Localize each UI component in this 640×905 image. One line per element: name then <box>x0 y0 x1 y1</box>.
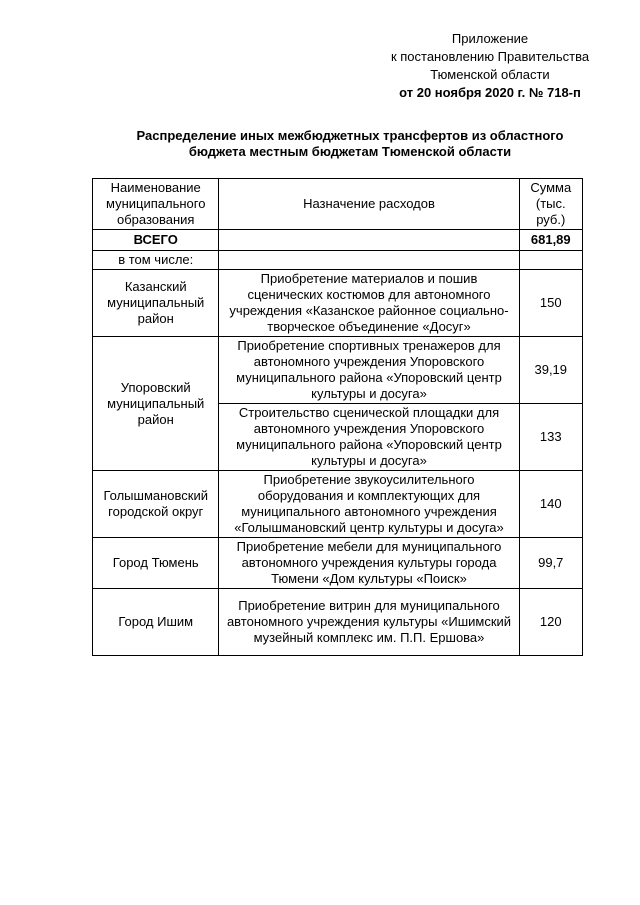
appendix-line-3: Тюменской области <box>430 67 550 82</box>
table-row <box>93 589 583 656</box>
row-purpose: Строительство сценической площадки для автономного учреждения Упоровского муниципального района «Упоровский центр культуры и досуга» <box>219 404 519 471</box>
row-purpose: Приобретение мебели для муниципального автономного учреждения культуры города Тюмени «Дом культуры «Поиск» <box>219 538 519 589</box>
appendix-date-number: от 20 ноября 2020 г. № 718-п <box>399 85 581 100</box>
row-sum: 140 <box>519 471 582 538</box>
document-title <box>60 128 640 160</box>
including-row <box>93 251 583 270</box>
title-line-2: бюджета местным бюджетам Тюменской области <box>188 144 512 159</box>
total-row <box>93 230 583 251</box>
row-sum: 120 <box>519 589 582 656</box>
header-purpose: Назначение расходов <box>219 179 519 230</box>
row-sum: 133 <box>519 404 582 471</box>
row-purpose: Приобретение витрин для муниципального автономного учреждения культуры «Ишимский музейный комплекс им. П.П. Ершова» <box>219 589 519 656</box>
row-municipality: Город Ишим <box>93 589 219 656</box>
appendix-block <box>360 30 620 102</box>
total-sum: 681,89 <box>519 230 582 251</box>
row-municipality: Город Тюмень <box>93 538 219 589</box>
row-municipality: Голышмановский городской округ <box>93 471 219 538</box>
including-label: в том числе: <box>93 251 219 270</box>
row-purpose: Приобретение звукоусилительного оборудования и комплектующих для муниципального автономного учреждения «Голышмановский центр культуры и досуга» <box>219 471 519 538</box>
row-sum: 99,7 <box>519 538 582 589</box>
row-municipality: Упоровский муниципальный район <box>93 337 219 471</box>
table-header-row <box>93 179 583 230</box>
header-sum: Сумма (тыс. руб.) <box>519 179 582 230</box>
title-line-1: Распределение иных межбюджетных трансфертов из областного <box>136 128 564 143</box>
table-row <box>93 270 583 337</box>
appendix-line-1: Приложение <box>451 31 529 46</box>
table-row <box>93 538 583 589</box>
table-row <box>93 471 583 538</box>
row-municipality: Казанский муниципальный район <box>93 270 219 337</box>
row-purpose: Приобретение материалов и пошив сценических костюмов для автономного учреждения «Казанское районное социально-творческое объединение «Досуг» <box>219 270 519 337</box>
including-empty-2 <box>219 251 519 270</box>
row-sum: 39,19 <box>519 337 582 404</box>
table-row <box>93 337 583 404</box>
row-sum: 150 <box>519 270 582 337</box>
row-purpose: Приобретение спортивных тренажеров для автономного учреждения Упоровского муниципального района «Упоровский центр культуры и досуга» <box>219 337 519 404</box>
appendix-line-2: к постановлению Правительства <box>390 49 590 64</box>
including-empty-3 <box>519 251 582 270</box>
total-label: ВСЕГО <box>93 230 219 251</box>
total-empty <box>219 230 519 251</box>
transfers-table <box>92 178 583 656</box>
header-municipality: Наименование муниципального образования <box>93 179 219 230</box>
